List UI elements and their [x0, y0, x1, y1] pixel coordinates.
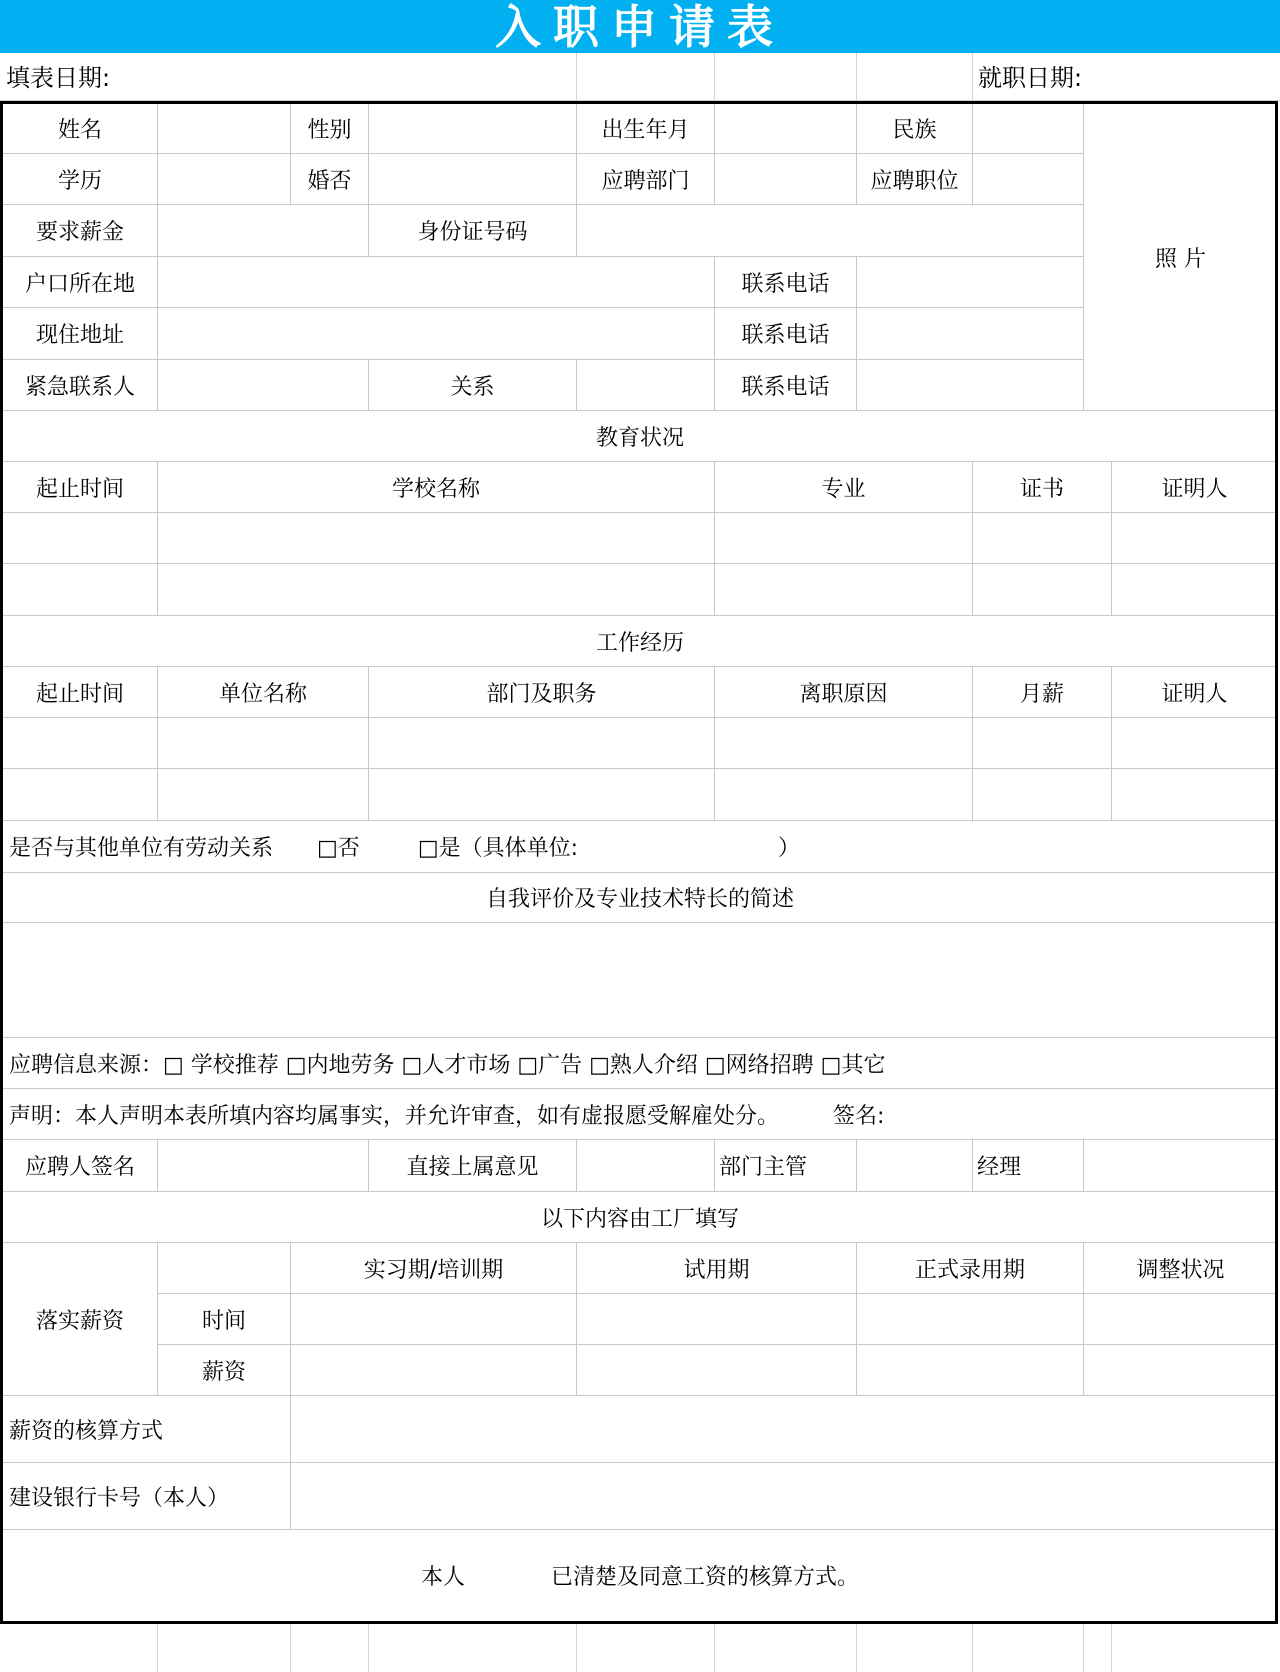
salary-settle-label: 落实薪资: [3, 1243, 158, 1396]
period-header-formal: 正式录用期: [857, 1243, 1084, 1294]
labor-relation-yes-checkbox[interactable]: □是（具体单位:: [417, 836, 579, 861]
pay-trial-field[interactable]: [577, 1345, 857, 1396]
dept-label: 应聘部门: [577, 154, 715, 205]
phone-label-3: 联系电话: [715, 360, 857, 411]
work-header-dept: 部门及职务: [369, 667, 715, 718]
phone-field-2[interactable]: [857, 308, 1084, 360]
work-row-2-dept[interactable]: [369, 769, 715, 821]
hukou-field[interactable]: [158, 257, 715, 308]
education-section-title: 教育状况: [3, 411, 1277, 462]
labor-relation-row: [3, 821, 1277, 873]
relation-field[interactable]: [577, 360, 715, 411]
ethnicity-label: 民族: [857, 104, 973, 154]
work-header-company: 单位名称: [158, 667, 369, 718]
emergency-field[interactable]: [158, 360, 369, 411]
pay-intern-field[interactable]: [291, 1345, 577, 1396]
labor-relation-question: 是否与其他单位有劳动关系: [9, 836, 274, 861]
name-field[interactable]: [158, 104, 291, 154]
time-row-label: 时间: [158, 1294, 291, 1345]
applicant-sign-label: 应聘人签名: [3, 1140, 158, 1192]
work-row-2-reason[interactable]: [715, 769, 973, 821]
ack-suffix: 已清楚及同意工资的核算方式。: [551, 1565, 860, 1590]
time-intern-field[interactable]: [291, 1294, 577, 1345]
time-trial-field[interactable]: [577, 1294, 857, 1345]
work-header-reason: 离职原因: [715, 667, 973, 718]
dept-head-field[interactable]: [857, 1140, 973, 1192]
photo-box[interactable]: 照 片: [1084, 104, 1277, 411]
education-field[interactable]: [158, 154, 291, 205]
gender-label: 性别: [291, 104, 369, 154]
time-adjust-field[interactable]: [1084, 1294, 1277, 1345]
work-row-1-dept[interactable]: [369, 718, 715, 769]
manager-field[interactable]: [1084, 1140, 1277, 1192]
dept-field[interactable]: [715, 154, 857, 205]
work-header-salary: 月薪: [973, 667, 1112, 718]
phone-field-3[interactable]: [857, 360, 1084, 411]
address-label: 现住地址: [3, 308, 158, 360]
edu-row-1-cert[interactable]: [973, 513, 1112, 564]
phone-label-1: 联系电话: [715, 257, 857, 308]
edu-header-period: 起止时间: [3, 462, 158, 513]
work-row-1-witness[interactable]: [1112, 718, 1277, 769]
education-label: 学历: [3, 154, 158, 205]
declaration-row: [3, 1089, 1277, 1140]
edu-header-major: 专业: [715, 462, 973, 513]
work-header-period: 起止时间: [3, 667, 158, 718]
relation-label: 关系: [369, 360, 577, 411]
applicant-sign-field[interactable]: [158, 1140, 369, 1192]
edu-row-1-witness[interactable]: [1112, 513, 1277, 564]
birth-field[interactable]: [715, 104, 857, 154]
labor-relation-close: ）: [778, 836, 801, 861]
sign-label: 签名:: [833, 1103, 885, 1129]
period-header-intern: 实习期/培训期: [291, 1243, 577, 1294]
emergency-label: 紧急联系人: [3, 360, 158, 411]
dept-head-label: 部门主管: [715, 1140, 857, 1192]
name-label: 姓名: [3, 104, 158, 154]
marital-label: 婚否: [291, 154, 369, 205]
edu-row-2-major[interactable]: [715, 564, 973, 616]
supervisor-opinion-field[interactable]: [577, 1140, 715, 1192]
calc-method-field[interactable]: [291, 1396, 1277, 1463]
ack-prefix: 本人: [420, 1565, 465, 1590]
work-row-1-salary[interactable]: [973, 718, 1112, 769]
source-line[interactable]: 应聘信息来源：□ 学校推荐 □内地劳务 □人才市场 □广告 □熟人介绍 □网络招聘 □其它: [3, 1038, 1277, 1089]
bank-card-label: 建设银行卡号（本人）: [3, 1463, 291, 1530]
labor-relation-no-checkbox[interactable]: □否: [317, 836, 360, 861]
pay-adjust-field[interactable]: [1084, 1345, 1277, 1396]
work-header-witness: 证明人: [1112, 667, 1277, 718]
edu-header-school: 学校名称: [158, 462, 715, 513]
edu-header-witness: 证明人: [1112, 462, 1277, 513]
work-row-2-company[interactable]: [158, 769, 369, 821]
phone-label-2: 联系电话: [715, 308, 857, 360]
position-label: 应聘职位: [857, 154, 973, 205]
ethnicity-field[interactable]: [973, 104, 1084, 154]
marital-field[interactable]: [369, 154, 577, 205]
position-field[interactable]: [973, 154, 1084, 205]
work-row-1-reason[interactable]: [715, 718, 973, 769]
gender-field[interactable]: [369, 104, 577, 154]
period-header-trial: 试用期: [577, 1243, 857, 1294]
self-eval-title: 自我评价及专业技术特长的简述: [3, 873, 1277, 923]
self-eval-field[interactable]: [3, 923, 1277, 1038]
work-row-2-period[interactable]: [3, 769, 158, 821]
id-field[interactable]: [577, 205, 1084, 257]
time-formal-field[interactable]: [857, 1294, 1084, 1345]
id-label: 身份证号码: [369, 205, 577, 257]
pay-row-label: 薪资: [158, 1345, 291, 1396]
salary-header-blank: [158, 1243, 291, 1294]
pay-formal-field[interactable]: [857, 1345, 1084, 1396]
period-header-adjust: 调整状况: [1084, 1243, 1277, 1294]
address-field[interactable]: [158, 308, 715, 360]
work-row-1-period[interactable]: [3, 718, 158, 769]
work-section-title: 工作经历: [3, 616, 1277, 667]
bank-card-field[interactable]: [291, 1463, 1277, 1530]
edu-row-2-cert[interactable]: [973, 564, 1112, 616]
work-row-2-salary[interactable]: [973, 769, 1112, 821]
declaration-text: 声明：本人声明本表所填内容均属事实，并允许审查，如有虚报愿受解雇处分。: [9, 1103, 780, 1129]
edu-row-1-period[interactable]: [3, 513, 158, 564]
fill-date-label: 填表日期:: [6, 64, 111, 92]
edu-row-2-witness[interactable]: [1112, 564, 1277, 616]
edu-row-2-school[interactable]: [158, 564, 715, 616]
work-row-1-company[interactable]: [158, 718, 369, 769]
calc-method-label: 薪资的核算方式: [3, 1396, 291, 1463]
supervisor-opinion-label: 直接上属意见: [369, 1140, 577, 1192]
phone-field-1[interactable]: [857, 257, 1084, 308]
work-row-2-witness[interactable]: [1112, 769, 1277, 821]
edu-header-cert: 证书: [973, 462, 1112, 513]
salary-label: 要求薪金: [3, 205, 158, 257]
salary-field[interactable]: [158, 205, 369, 257]
form-title: 入职申请表: [0, 0, 1280, 53]
manager-label: 经理: [973, 1140, 1084, 1192]
edu-row-1-school[interactable]: [158, 513, 715, 564]
hukou-label: 户口所在地: [3, 257, 158, 308]
edu-row-2-period[interactable]: [3, 564, 158, 616]
factory-section-title: 以下内容由工厂填写: [3, 1192, 1277, 1243]
acknowledgement-row: [3, 1530, 1277, 1621]
edu-row-1-major[interactable]: [715, 513, 973, 564]
start-date-label: 就职日期:: [978, 64, 1083, 92]
birth-label: 出生年月: [577, 104, 715, 154]
